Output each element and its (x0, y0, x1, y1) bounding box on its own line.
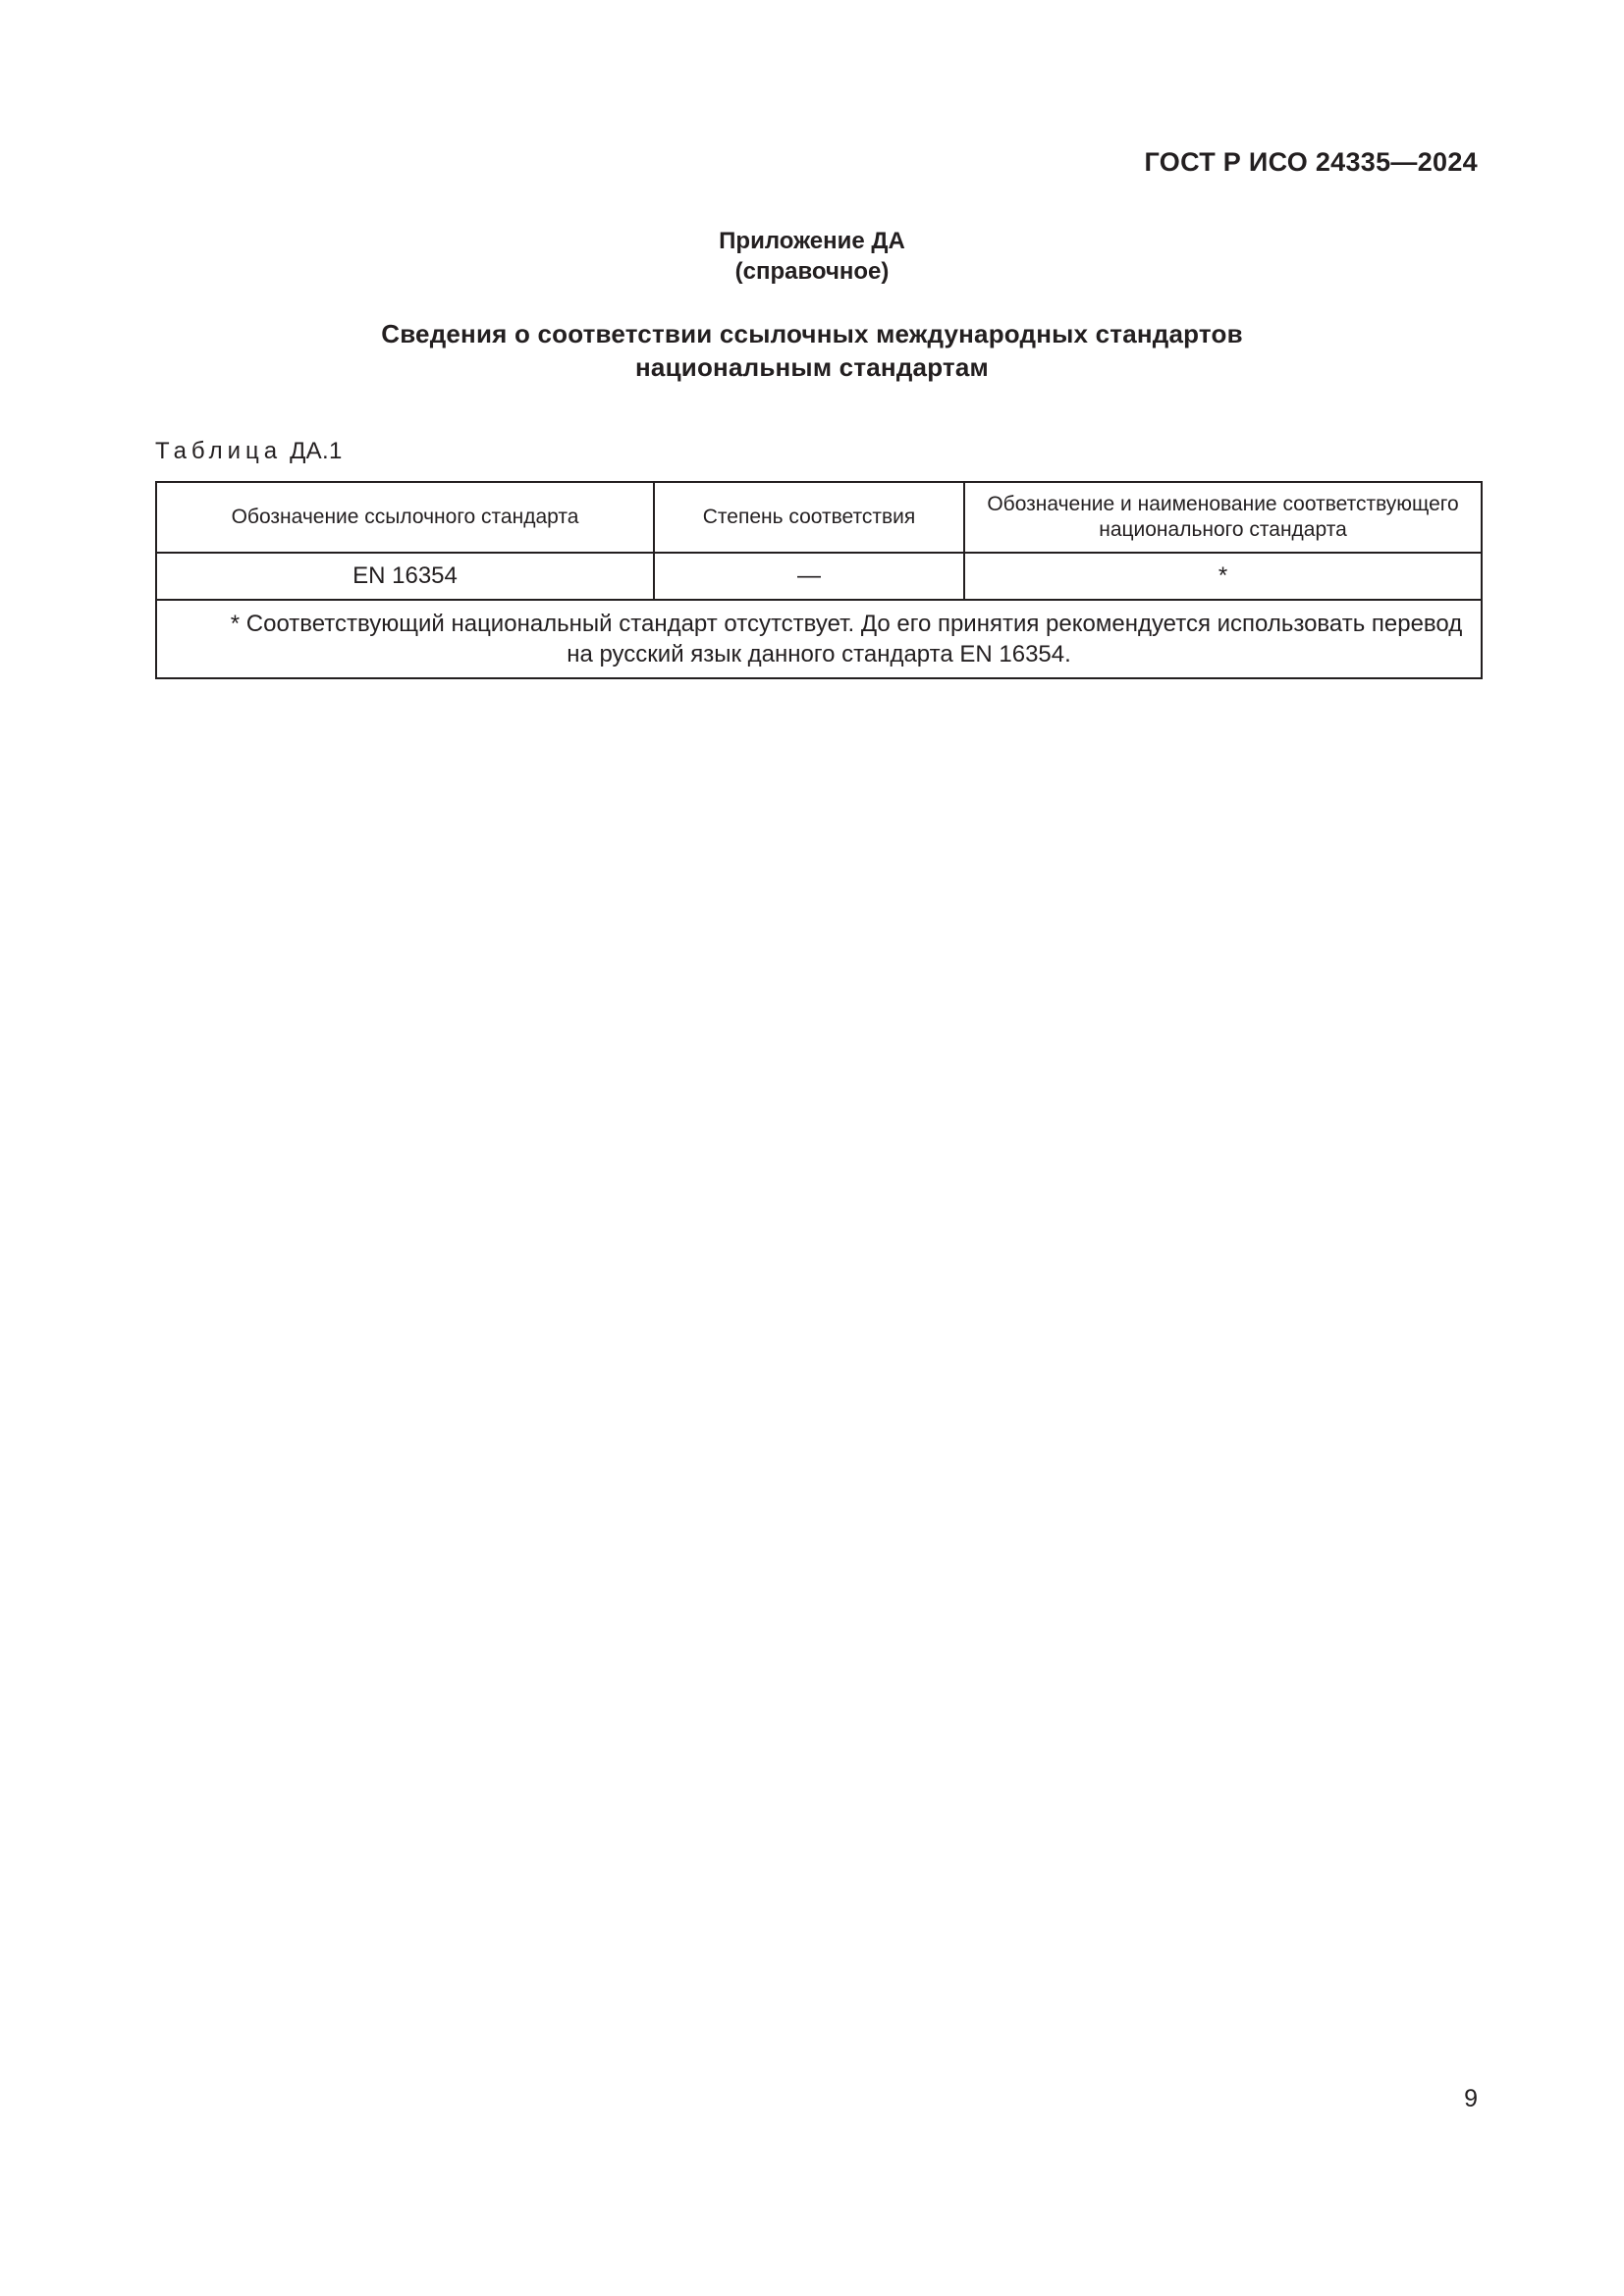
section-title (0, 317, 1624, 384)
table-header-row (156, 482, 1482, 553)
table-caption (155, 438, 343, 465)
section-title-line-2: национальным стандартам (635, 352, 989, 382)
reference-standards-table (155, 481, 1483, 679)
table-row (156, 553, 1482, 600)
document-code: ГОСТ Р ИСО 24335—2024 (1144, 147, 1478, 177)
table-caption-number: ДА.1 (290, 438, 343, 464)
cell-national-standard: * (964, 553, 1482, 600)
appendix-title: Приложение ДА (719, 228, 905, 254)
appendix-heading (0, 226, 1624, 287)
cell-reference-standard: EN 16354 (156, 553, 654, 600)
page-number: 9 (1464, 2085, 1478, 2112)
appendix-subtitle: (справочное) (734, 258, 890, 285)
table-note-cell (156, 600, 1482, 678)
section-title-line-1: Сведения о соответствии ссылочных международных стандартов (381, 319, 1243, 348)
table-note-text: * Соответствующий национальный стандарт отсутствует. До его принятия рекомендуется использовать перевод на русский язык данного стандарта EN 16354. (230, 611, 1463, 667)
header-cell-degree-of-conformity: Степень соответствия (654, 482, 964, 553)
cell-degree-of-conformity: — (654, 553, 964, 600)
header-cell-reference-standard: Обозначение ссылочного стандарта (156, 482, 654, 553)
table-note-row (156, 600, 1482, 678)
header-cell-national-standard: Обозначение и наименование соответствующего национального стандарта (964, 482, 1482, 553)
table-caption-word: Таблица (155, 438, 283, 464)
